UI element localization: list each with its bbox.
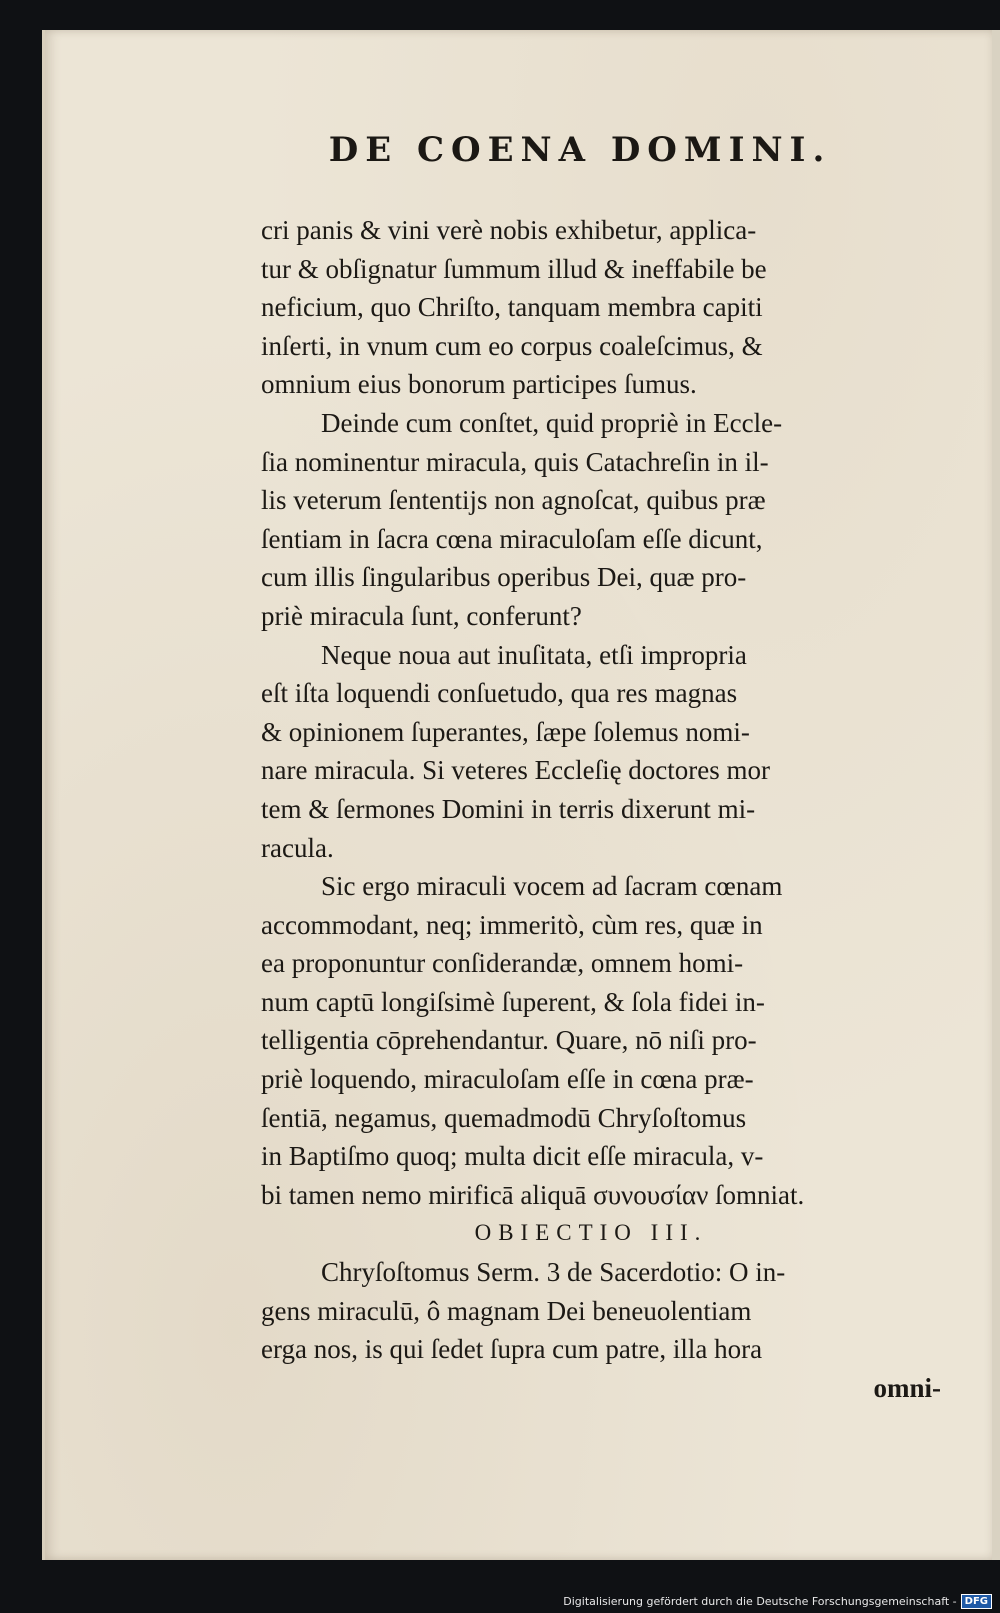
catchword: omni- — [873, 1372, 941, 1403]
text-line: eſt iſta loquendi conſuetudo, qua res magnas — [261, 678, 738, 709]
text-line: tur & obſignatur ſummum illud & ineffabile be — [261, 253, 767, 284]
text-line: tem & ſermones Domini in terris dixerunt mi- — [261, 793, 756, 824]
dfg-logo: DFG — [961, 1594, 992, 1609]
text-line: ſentiā, negamus, quemadmodū Chryſoſtomus — [261, 1102, 747, 1133]
text-line: cum illis ſingularibus operibus Dei, quæ pro- — [261, 562, 747, 593]
text-line: & opinionem ſuperantes, ſæpe ſolemus nomi- — [261, 716, 750, 747]
text-line: Sic ergo miraculi vocem ad ſacram cœnam — [321, 871, 783, 902]
text-line: ſentiam in ſacra cœna miraculoſam eſſe dicunt, — [261, 523, 763, 554]
text-line: erga nos, is qui ſedet ſupra cum patre, illa hora — [261, 1334, 763, 1365]
text-line: priè loquendo, miraculoſam eſſe in cœna præ- — [261, 1064, 754, 1095]
section-heading: OBIECTIO III. — [474, 1220, 708, 1246]
book-page — [42, 30, 995, 1560]
text-line: inſerti, in vnum cum eo corpus coaleſcimus, & — [261, 330, 763, 361]
text-line: Deinde cum conſtet, quid propriè in Eccle- — [321, 407, 783, 438]
text-line: racula. — [261, 832, 334, 863]
text-line: nare miracula. Si veteres Eccleſię doctores mor — [261, 755, 771, 786]
digitization-credit — [563, 1594, 992, 1609]
running-header: DE COENA DOMINI. — [328, 130, 832, 170]
text-line: Chryſoſtomus Serm. 3 de Sacerdotio: O in- — [321, 1257, 786, 1288]
text-line: accommodant, neq; immeritò, cùm res, quæ in — [261, 909, 763, 940]
text-line: ſia nominentur miracula, quis Catachreſin in il- — [261, 446, 769, 477]
text-line: num captū longiſsimè ſuperent, & ſola fidei in- — [261, 986, 765, 1017]
text-line: bi tamen nemo mirificā aliquā συνουσίαν ſomniat. — [261, 1179, 805, 1210]
text-line: Neque noua aut inuſitata, etſi impropria — [321, 639, 747, 670]
body-text — [261, 211, 1000, 1407]
text-line: priè miracula ſunt, conferunt? — [261, 600, 582, 631]
text-line: ea proponuntur conſiderandæ, omnem homi- — [261, 948, 744, 979]
text-line: omnium eius bonorum participes ſumus. — [261, 369, 697, 400]
text-line: lis veterum ſententijs non agnoſcat, quibus præ — [261, 485, 766, 516]
credit-text: Digitalisierung gefördert durch die Deutsche Forschungsgemeinschaft - — [563, 1595, 957, 1608]
text-line: in Baptiſmo quoq; multa dicit eſſe miracula, v- — [261, 1141, 764, 1172]
text-line: gens miraculū, ô magnam Dei beneuolentiam — [261, 1295, 752, 1326]
next-page-edge — [992, 30, 1000, 1560]
text-line: cri panis & vini verè nobis exhibetur, applica- — [261, 215, 757, 245]
text-line: neficium, quo Chriſto, tanquam membra capiti — [261, 292, 763, 323]
text-line: telligentia cōprehendantur. Quare, nō niſi pro- — [261, 1025, 757, 1056]
